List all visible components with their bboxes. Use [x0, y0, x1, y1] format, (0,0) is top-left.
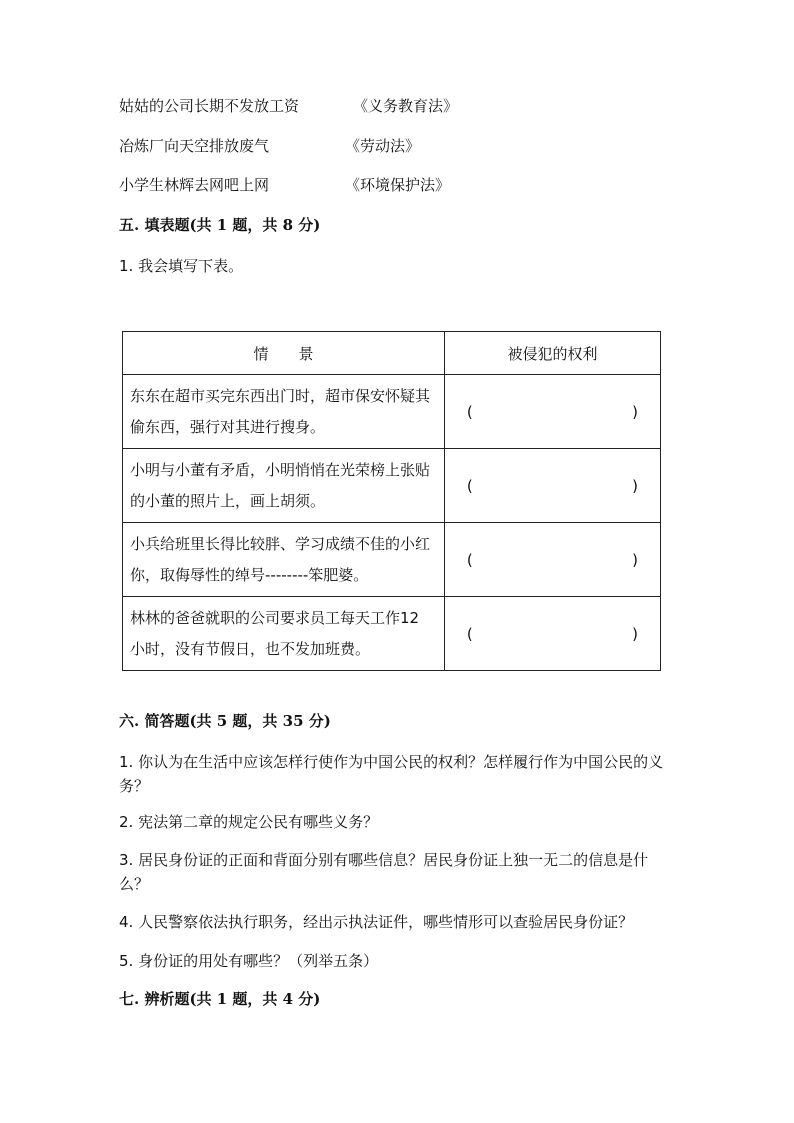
- close-paren: ): [632, 476, 638, 495]
- table-row: [123, 449, 661, 523]
- close-paren: ): [632, 402, 638, 421]
- matching-left-1: 姑姑的公司长期不发放工资: [119, 97, 300, 115]
- answer-cell[interactable]: [444, 597, 660, 671]
- open-paren: (: [466, 476, 473, 495]
- answer-cell[interactable]: [444, 375, 660, 449]
- section-7-heading: 七. 辨析题(共 1 题，共 4 分): [119, 990, 321, 1008]
- short-answer-question-1: 1. 你认为在生活中应该怎样行使作为中国公民的权利？怎样履行作为中国公民的义务？: [119, 753, 664, 795]
- situation-cell: 小兵给班里长得比较胖、学习成绩不佳的小红你，取侮辱性的绰号--------笨肥婆。: [123, 523, 445, 597]
- close-paren: ): [632, 550, 638, 569]
- short-answer-question-2: 2. 宪法第二章的规定公民有哪些义务？: [119, 813, 379, 831]
- section-6-heading: 六. 简答题(共 5 题，共 35 分): [119, 712, 331, 730]
- situation-cell: 林林的爸爸就职的公司要求员工每天工作12 小时，没有节假日，也不发加班费。: [123, 597, 445, 671]
- section-5-question: 1. 我会填写下表。: [119, 257, 244, 275]
- answer-cell[interactable]: [444, 523, 660, 597]
- table-row: [123, 597, 661, 671]
- open-paren: (: [466, 624, 473, 643]
- short-answer-question-4: 4. 人民警察依法执行职务，经出示执法证件，哪些情形可以查验居民身份证？: [119, 913, 634, 931]
- matching-right-3: 《环境保护法》: [345, 176, 451, 194]
- table-header-row: [123, 332, 661, 375]
- section-5-heading: 五. 填表题(共 1 题，共 8 分): [119, 216, 321, 234]
- matching-left-2: 冶炼厂向天空排放废气: [119, 137, 270, 155]
- short-answer-question-5: 5. 身份证的用处有哪些？（列举五条）: [119, 952, 379, 970]
- matching-right-2: 《劳动法》: [345, 137, 421, 155]
- table-row: [123, 375, 661, 449]
- answer-cell[interactable]: [444, 449, 660, 523]
- table-header-situation: 情 景: [123, 332, 445, 375]
- table-header-rights: 被侵犯的权利: [444, 332, 660, 375]
- matching-left-3: 小学生林辉去网吧上网: [119, 176, 270, 194]
- scene-rights-table: [122, 331, 661, 671]
- open-paren: (: [466, 550, 473, 569]
- short-answer-question-3: 3. 居民身份证的正面和背面分别有哪些信息？居民身份证上独一无二的信息是什么？: [119, 851, 649, 893]
- situation-cell: 小明与小董有矛盾，小明悄悄在光荣榜上张贴的小董的照片上，画上胡须。: [123, 449, 445, 523]
- close-paren: ): [632, 624, 638, 643]
- situation-cell: 东东在超市买完东西出门时，超市保安怀疑其偷东西，强行对其进行搜身。: [123, 375, 445, 449]
- matching-right-1: 《义务教育法》: [353, 97, 459, 115]
- table-row: [123, 523, 661, 597]
- open-paren: (: [466, 402, 473, 421]
